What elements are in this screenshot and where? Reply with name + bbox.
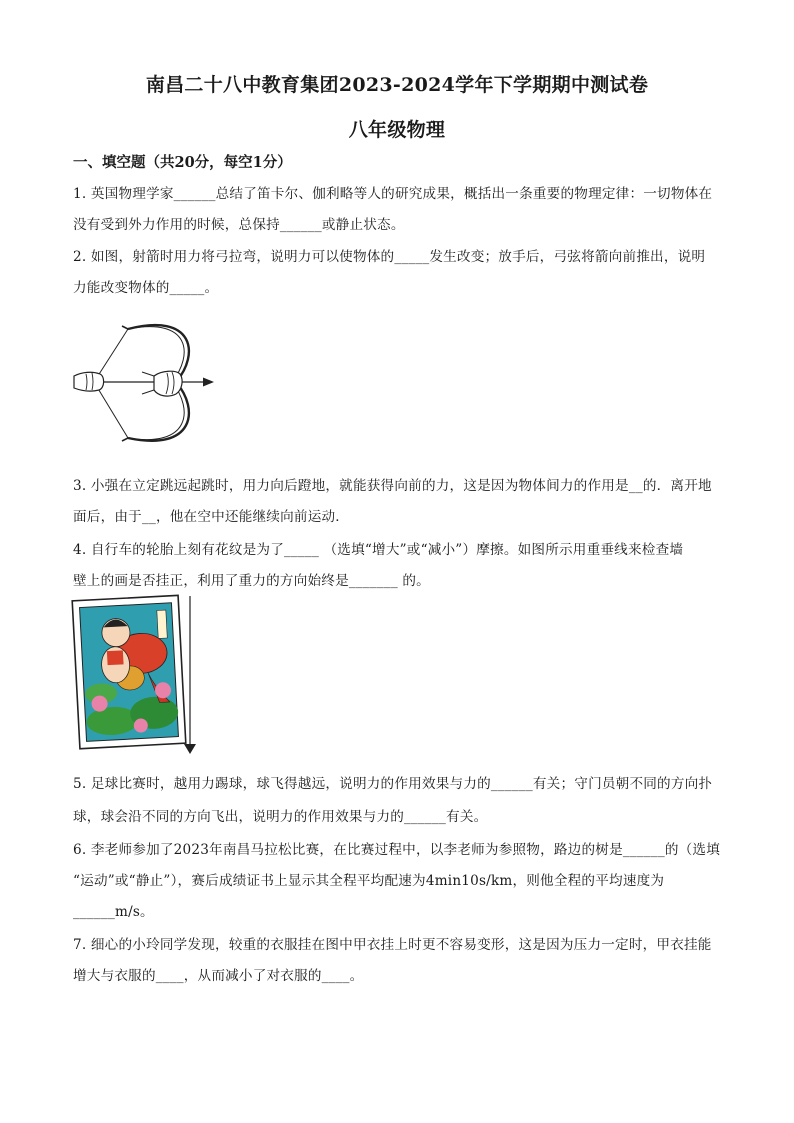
question-2-line-1: 2. 如图，射箭时用力将弓拉弯，说明力可以使物体的_____发生改变；放手后，弓弦将箭向前推出，说明 (73, 249, 706, 265)
question-5-line-2: 球，球会沿不同的方向飞出，说明力的作用效果与力的______有关。 (73, 809, 488, 825)
question-3-line-1: 3. 小强在立定跳远起跳时，用力向后蹬地，就能获得向前的力，这是因为物体间力的作用是__的．离开地 (73, 478, 712, 494)
question-6-line-1: 6. 李老师参加了2023年南昌马拉松比赛，在比赛过程中，以李老师为参照物，路边的树是______的（选填 (73, 842, 721, 858)
exam-title: 南昌二十八中教育集团2023-2024学年下学期期中测试卷 (145, 74, 649, 96)
question-1-line-1: 1. 英国物理学家______总结了笛卡尔、伽利略等人的研究成果，概括出一条重要的物理定律：一切物体在 (73, 186, 713, 202)
question-7-line-1: 7. 细心的小玲同学发现，较重的衣服挂在图中甲衣挂上时更不容易变形，这是因为压力一定时，甲衣挂能 (73, 937, 712, 953)
question-3-line-2: 面后，由于__，他在空中还能继续向前运动． (73, 509, 350, 525)
question-1-line-2: 没有受到外力作用的时候，总保持______或静止状态。 (73, 217, 405, 233)
question-2-line-2: 力能改变物体的_____。 (73, 280, 219, 296)
bow-and-arrow-figure (72, 302, 217, 466)
section-heading: 一、填空题（共20分，每空1分） (73, 154, 292, 171)
question-6-line-3: ______m/s。 (73, 904, 154, 920)
question-4-line-2: 壁上的画是否挂正，利用了重力的方向始终是_______ 的。 (73, 573, 430, 589)
hanging-picture-figure (70, 592, 200, 756)
question-6-line-2: “运动”或“静止”），赛后成绩证书上显示其全程平均配速为4min10s/km，则他全程的平均速度为 (73, 873, 665, 889)
question-7-line-2: 增大与衣服的____，从而减小了对衣服的____。 (73, 968, 364, 984)
question-4-line-1: 4. 自行车的轮胎上刻有花纹是为了_____ （选填“增大”或“减小”）摩擦。如图所示用重垂线来检查墙 (73, 542, 684, 558)
exam-subtitle: 八年级物理 (348, 119, 446, 141)
question-5-line-1: 5. 足球比赛时，越用力踢球，球飞得越远，说明力的作用效果与力的______有关；守门员朝不同的方向扑 (73, 776, 713, 792)
